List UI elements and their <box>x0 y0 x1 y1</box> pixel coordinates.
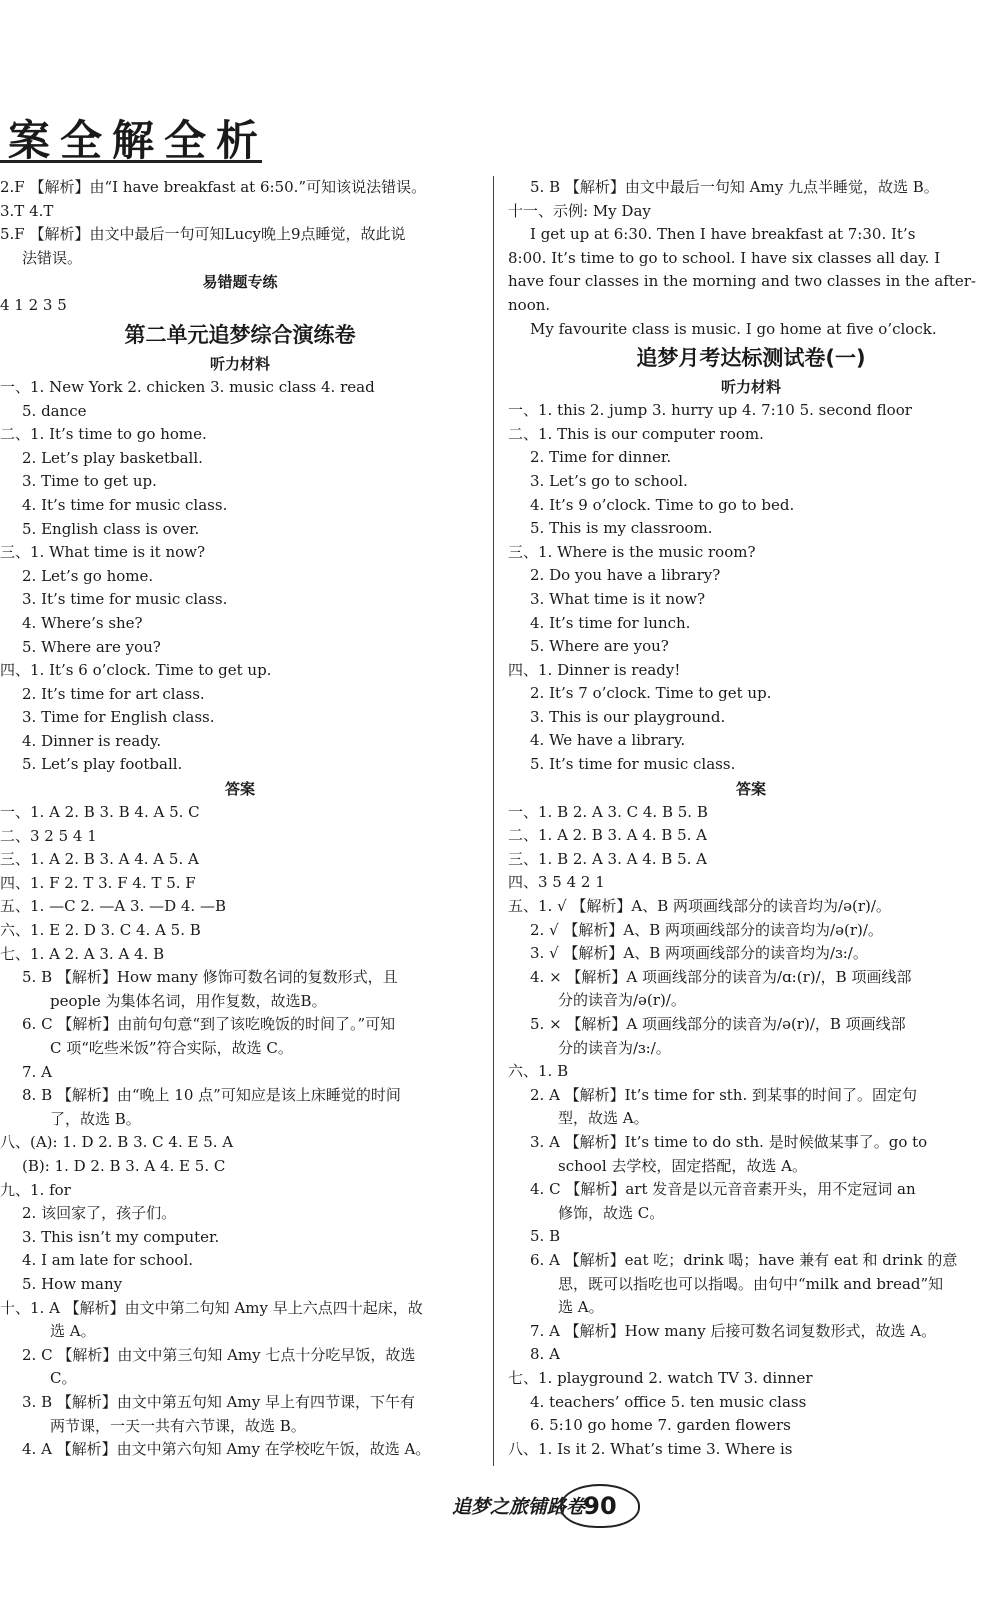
column-divider <box>493 176 494 1466</box>
text-line: 5.F 【解析】由文中最后一句可知Lucy晚上9点睡觉，故此说 <box>0 225 406 244</box>
text-line: 4 1 2 3 5 <box>0 296 67 315</box>
text-line: 2. Do you have a library? <box>530 566 721 585</box>
text-line: 5. dance <box>22 401 87 420</box>
text-line: 一、1. A 2. B 3. B 4. A 5. C <box>0 803 200 822</box>
text-line: 五、1. —C 2. —A 3. —D 4. —B <box>0 897 226 916</box>
text-line: 3. It’s time for music class. <box>22 590 228 609</box>
text-line: 四、1. Dinner is ready! <box>508 660 681 679</box>
text-line: 4. C 【解析】art 发音是以元音音素开头，用不定冠词 an <box>530 1180 916 1199</box>
text-line: 5. How many <box>22 1274 123 1293</box>
page-footer <box>0 1480 996 1540</box>
text-line: 4. teachers’ office 5. ten music class <box>530 1392 807 1411</box>
text-line: 二、1. It’s time to go home. <box>0 425 207 444</box>
text-line: 二、1. A 2. B 3. A 4. B 5. A <box>508 826 708 845</box>
text-line: 7. A <box>22 1062 52 1081</box>
text-line: 了，故选 B。 <box>50 1109 141 1128</box>
text-line: 3. This isn’t my computer. <box>22 1227 220 1246</box>
text-line: 5. × 【解析】A 项画线部分的读音为/ə(r)/，B 项画线部 <box>530 1015 906 1033</box>
text-line: 二、1. This is our computer room. <box>508 424 764 443</box>
text-line: 2. √ 【解析】A、B 两项画线部分的读音均为/ə(r)/。 <box>530 920 883 939</box>
text-line: 分的读音为/ɜ:/。 <box>558 1038 671 1057</box>
text-line: 5. It’s time for music class. <box>530 755 736 774</box>
text-line: 四、3 5 4 2 1 <box>508 873 605 892</box>
text-line: 两节课，一天一共有六节课，故选 B。 <box>50 1416 306 1435</box>
text-line: 2.F 【解析】由“I have breakfast at 6:50.”可知该说法错误。 <box>0 178 427 196</box>
text-line: 4. Where’s she? <box>22 613 143 632</box>
text-line: 七、1. playground 2. watch TV 3. dinner <box>508 1368 813 1387</box>
text-line: 2. A 【解析】It’s time for sth. 到某事的时间了。固定句 <box>530 1085 918 1104</box>
text-line: have four classes in the morning and two classes in the after- <box>508 272 976 291</box>
text-line: 三、1. Where is the music room? <box>508 542 756 561</box>
title-rule <box>0 160 262 163</box>
text-line: 5. B 【解析】由文中最后一句知 Amy 九点半睡觉，故选 B。 <box>530 178 939 196</box>
text-line: 8:00. It’s time to go to school. I have six classes all day. I <box>508 248 941 267</box>
text-line: 7. A 【解析】How many 后接可数名词复数形式，故选 A。 <box>530 1321 937 1340</box>
text-line: I get up at 6:30. Then I have breakfast at 7:30. It’s <box>530 225 916 244</box>
text-line: 4. We have a library. <box>530 731 686 750</box>
text-line: 四、1. It’s 6 o’clock. Time to get up. <box>0 661 272 680</box>
text-line: 二、3 2 5 4 1 <box>0 826 97 845</box>
text-line: 3.T 4.T <box>0 201 54 220</box>
text-line: 思，既可以指吃也可以指喝。由句中“milk and bread”知 <box>558 1274 944 1293</box>
text-line: 一、1. New York 2. chicken 3. music class 4. read <box>0 377 375 396</box>
text-line: 一、1. this 2. jump 3. hurry up 4. 7:10 5. second floor <box>508 401 912 420</box>
text-line: 5. Where are you? <box>22 637 161 656</box>
section-subtitle: 易错题专练 <box>202 273 278 292</box>
text-line: 5. English class is over. <box>22 519 200 538</box>
text-line: 8. B 【解析】由“晚上 10 点”可知应是该上床睡觉的时间 <box>22 1086 401 1105</box>
text-line: 3. √ 【解析】A、B 两项画线部分的读音均为/ɜ:/。 <box>530 944 868 963</box>
text-line: 三、1. B 2. A 3. A 4. B 5. A <box>508 849 708 868</box>
text-line: C 项“吃些米饭”符合实际，故选 C。 <box>50 1039 293 1057</box>
text-line: 十一、示例: My Day <box>508 201 651 220</box>
text-line: My favourite class is music. I go home at five o’clock. <box>530 319 937 338</box>
page-title: 案全解全析 <box>8 116 269 165</box>
text-line: school 去学校，固定搭配，故选 A。 <box>558 1156 807 1175</box>
text-line: 2. Let’s play basketball. <box>22 448 203 467</box>
text-line: 5. This is my classroom. <box>530 519 713 538</box>
text-line: 六、1. B <box>508 1062 569 1081</box>
text-line: 5. B <box>530 1227 561 1246</box>
text-line: 九、1. for <box>0 1180 71 1199</box>
text-line: 2. It’s time for art class. <box>22 684 205 703</box>
text-line: 3. Time for English class. <box>22 708 215 727</box>
text-line: 2. C 【解析】由文中第三句知 Amy 七点十分吃早饭，故选 <box>22 1345 416 1364</box>
text-line: 2. It’s 7 o’clock. Time to get up. <box>530 684 772 703</box>
page-number: 90 <box>560 1484 640 1528</box>
text-line: 选 A。 <box>50 1322 96 1341</box>
text-line: 3. What time is it now? <box>530 589 706 608</box>
text-line: 4. It’s time for music class. <box>22 495 228 514</box>
text-line: 3. Let’s go to school. <box>530 471 688 490</box>
text-line: (B): 1. D 2. B 3. A 4. E 5. C <box>22 1156 226 1175</box>
text-line: 四、1. F 2. T 3. F 4. T 5. F <box>0 873 196 892</box>
text-line: 八、(A): 1. D 2. B 3. C 4. E 5. A <box>0 1133 234 1152</box>
section-subtitle: 答案 <box>735 779 766 798</box>
text-line: 3. This is our playground. <box>530 707 726 726</box>
text-line: 选 A。 <box>558 1298 604 1317</box>
text-line: 2. Time for dinner. <box>530 448 672 467</box>
text-line: 分的读音为/ə(r)/。 <box>558 991 686 1010</box>
text-line: people 为集体名词，用作复数，故选B。 <box>50 991 327 1010</box>
text-line: 2. 该回家了，孩子们。 <box>22 1204 177 1223</box>
left-column <box>0 176 480 1462</box>
text-line: 5. Let’s play football. <box>22 755 183 774</box>
text-line: 一、1. B 2. A 3. C 4. B 5. B <box>508 802 708 821</box>
section-subtitle: 听力材料 <box>209 354 270 373</box>
text-line: 七、1. A 2. A 3. A 4. B <box>0 944 165 963</box>
text-line: 4. It’s time for lunch. <box>530 613 691 632</box>
section-title: 追梦月考达标测试卷(一) <box>636 346 866 371</box>
text-line: 五、1. √ 【解析】A、B 两项画线部分的读音均为/ə(r)/。 <box>508 897 891 916</box>
text-line: 4. I am late for school. <box>22 1251 194 1270</box>
text-line: 4. Dinner is ready. <box>22 731 162 750</box>
text-line: C。 <box>50 1369 77 1388</box>
text-line: 5. B 【解析】How many 修饰可数名词的复数形式，且 <box>22 968 398 987</box>
section-subtitle: 听力材料 <box>720 378 781 397</box>
section-title: 第二单元追梦综合演练卷 <box>124 322 356 347</box>
text-line: 3. Time to get up. <box>22 472 157 491</box>
brand-logo: 追梦之旅铺路卷 <box>452 1496 586 1518</box>
text-line: 4. It’s 9 o’clock. Time to go to bed. <box>530 495 795 514</box>
text-line: 4. × 【解析】A 项画线部分的读音为/ɑ:(r)/，B 项画线部 <box>530 967 912 986</box>
text-line: 十、1. A 【解析】由文中第二句知 Amy 早上六点四十起床，故 <box>0 1298 423 1317</box>
text-line: 修饰，故选 C。 <box>558 1203 665 1222</box>
text-line: 三、1. What time is it now? <box>0 543 206 562</box>
text-line: 2. Let’s go home. <box>22 566 154 585</box>
text-line: 法错误。 <box>22 248 83 267</box>
text-line: 6. A 【解析】eat 吃；drink 喝；have 兼有 eat 和 drink 的意 <box>530 1250 958 1269</box>
section-subtitle: 答案 <box>224 780 255 799</box>
text-line: 3. B 【解析】由文中第五句知 Amy 早上有四节课，下午有 <box>22 1392 415 1411</box>
text-line: 8. A <box>530 1345 560 1364</box>
right-column <box>508 176 994 1461</box>
text-line: noon. <box>508 295 551 314</box>
text-line: 八、1. Is it 2. What’s time 3. Where is <box>508 1439 793 1458</box>
text-line: 三、1. A 2. B 3. A 4. A 5. A <box>0 850 199 869</box>
text-line: 六、1. E 2. D 3. C 4. A 5. B <box>0 921 201 940</box>
text-line: 6. C 【解析】由前句句意“到了该吃晚饭的时间了。”可知 <box>22 1015 396 1034</box>
text-line: 型，故选 A。 <box>558 1109 649 1128</box>
text-line: 5. Where are you? <box>530 637 669 656</box>
text-line: 4. A 【解析】由文中第六句知 Amy 在学校吃午饭，故选 A。 <box>22 1440 431 1459</box>
text-line: 3. A 【解析】It’s time to do sth. 是时候做某事了。go to <box>530 1132 928 1151</box>
text-line: 6. 5:10 go home 7. garden flowers <box>530 1416 791 1435</box>
